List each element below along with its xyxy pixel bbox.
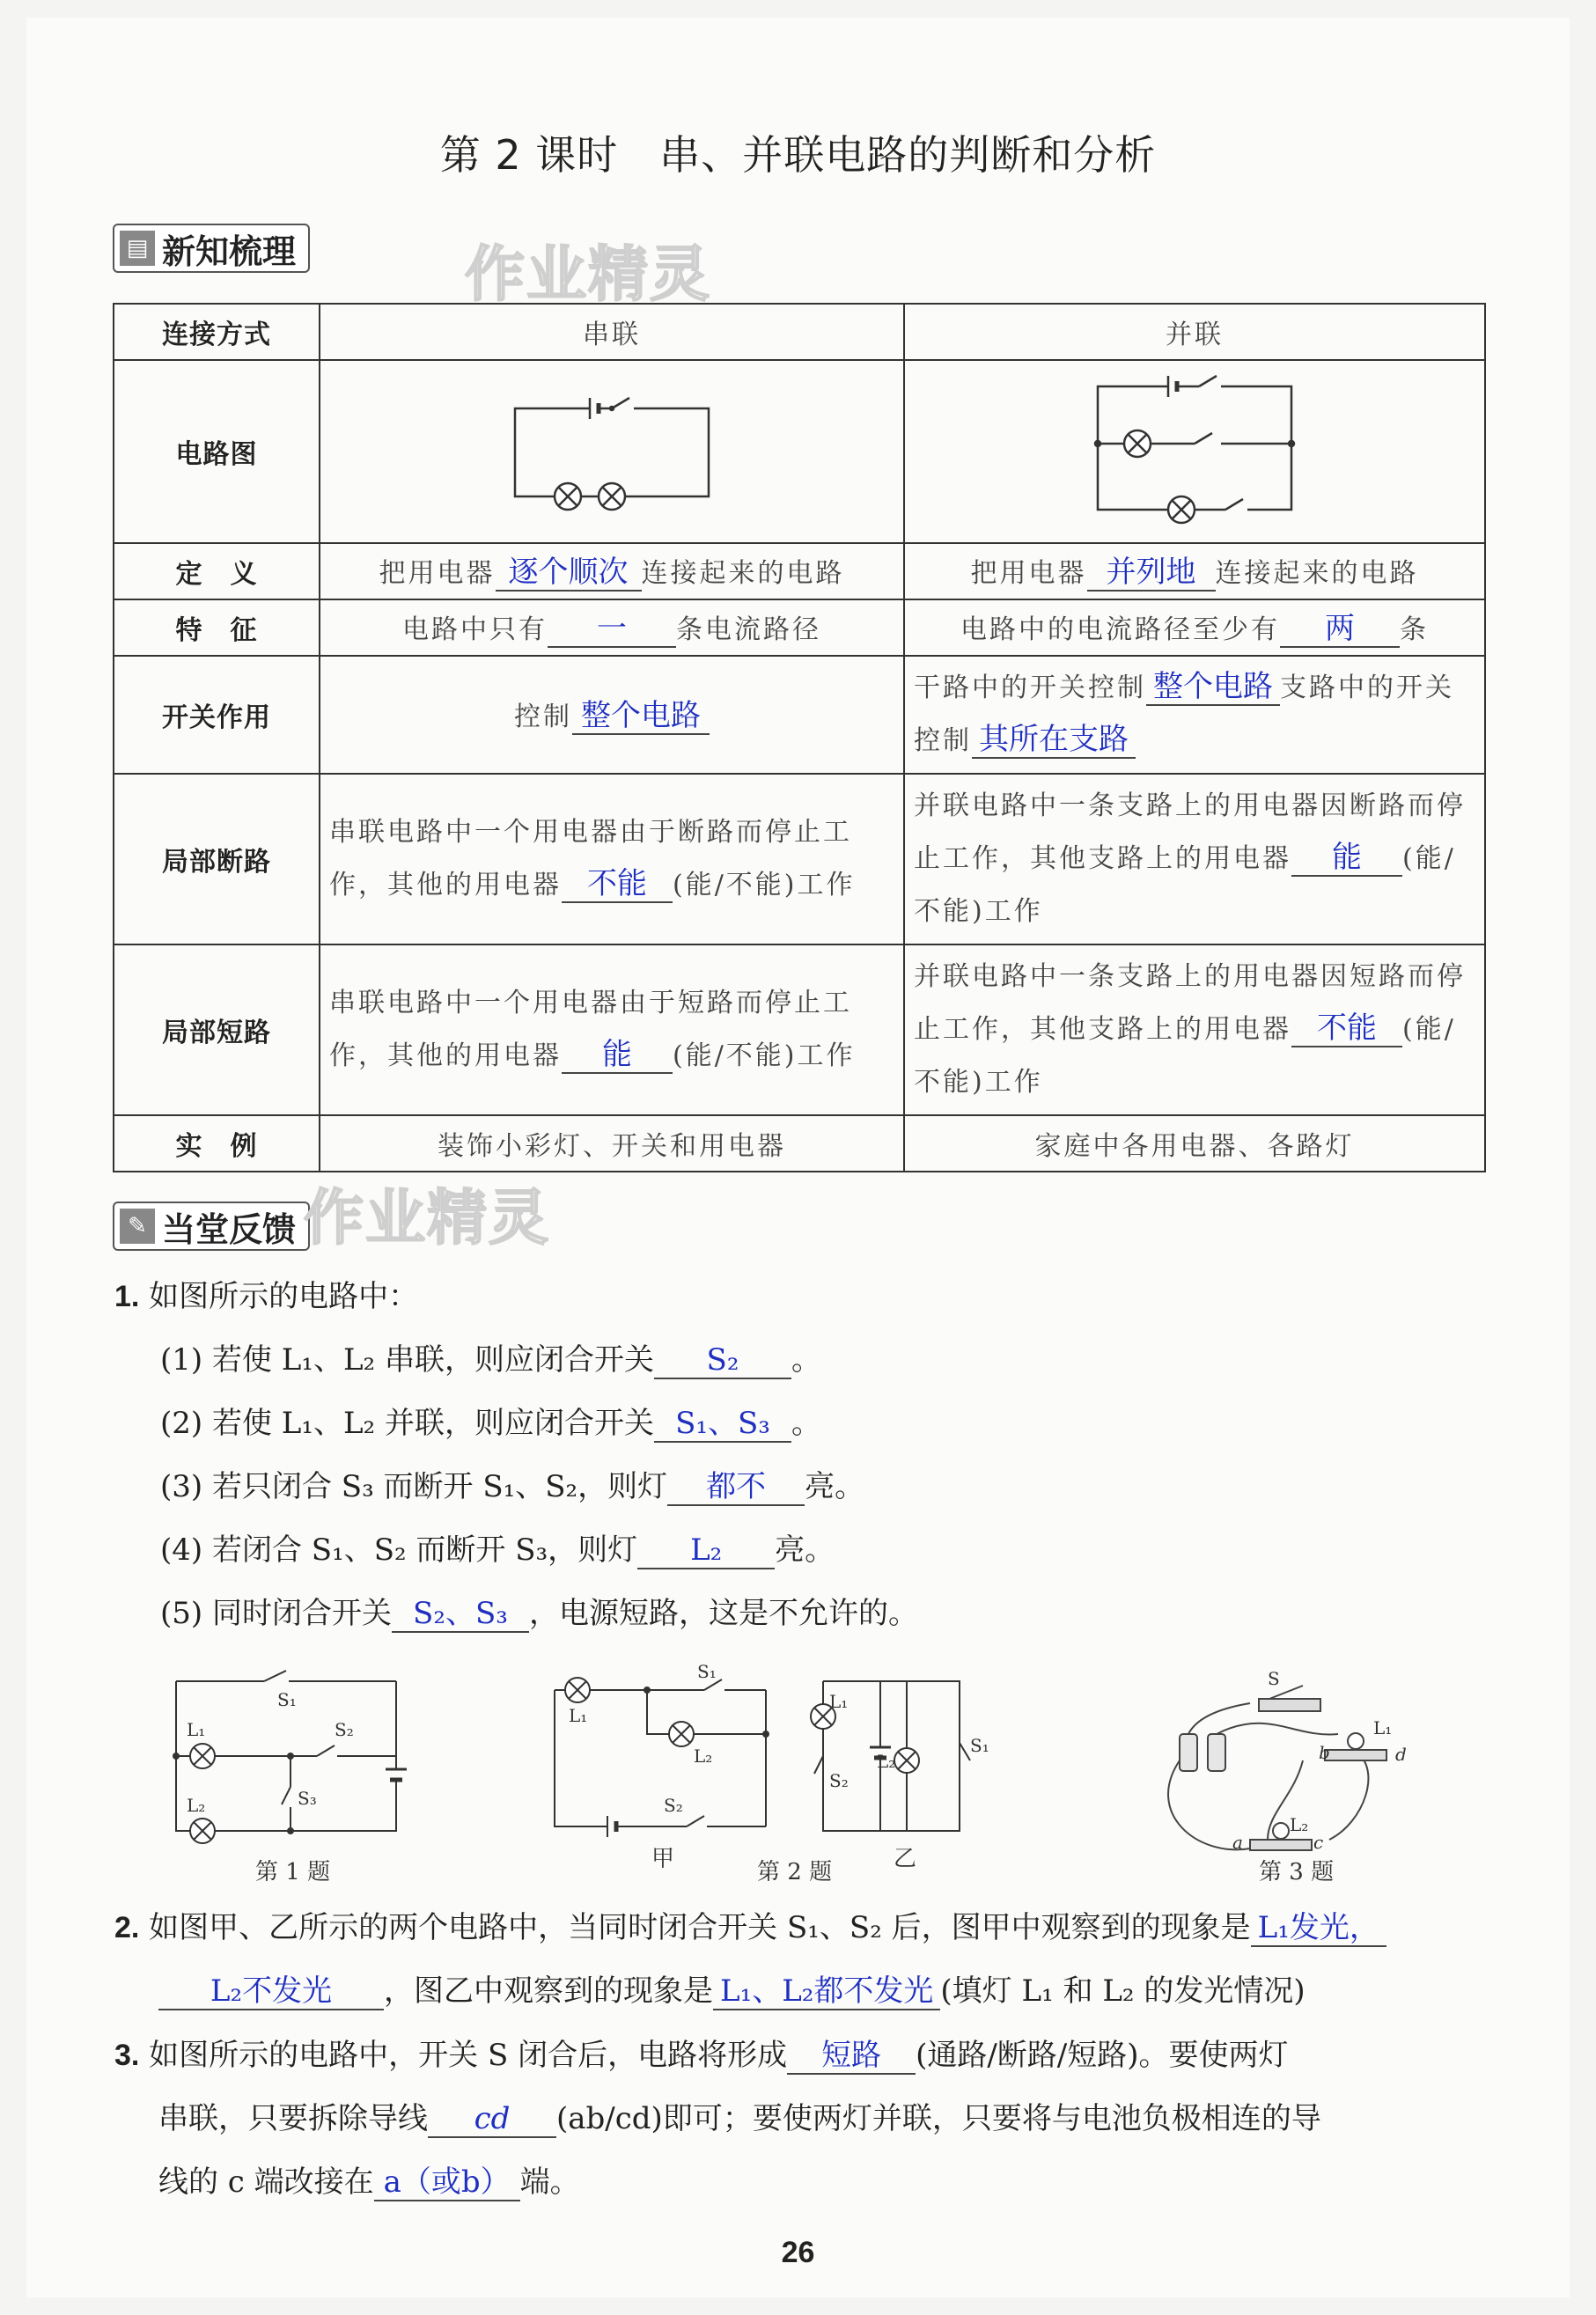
pencil-icon: ✎ — [120, 1209, 155, 1244]
text: 并联电路中一条支路上的用电器因短路而停止工作，其他支路上的用电器 — [914, 961, 1466, 1045]
question-2-line2 — [158, 1969, 1305, 2013]
question-1-item — [160, 1401, 821, 1445]
text: (5) 同时闭合开关 — [160, 1596, 392, 1631]
answer-blank: L₂不发光 — [158, 1973, 384, 2010]
row-label: 开关作用 — [114, 656, 320, 774]
answer-blank: 整个电路 — [572, 698, 710, 735]
section-header-new-knowledge — [113, 224, 310, 273]
answer-blank: 不能 — [562, 866, 673, 903]
question-1-item — [160, 1591, 918, 1635]
question-stem: 如图所示的电路中： — [149, 1279, 419, 1314]
fig3-label-l2: L₂ — [1290, 1814, 1309, 1835]
figures-row — [158, 1664, 1461, 1892]
text: 串联电路中一个用电器由于短路而停止工作，其他的用电器 — [329, 988, 852, 1071]
fig2-yi-label-l1: L₁ — [829, 1691, 849, 1712]
parallel-circuit-diagram — [904, 360, 1485, 543]
parallel-open-circuit — [904, 774, 1485, 944]
text: 。 — [791, 1342, 821, 1378]
text: 如图甲、乙所示的两个电路中，当同时闭合开关 S₁、S₂ 后，图甲中观察到的现象是 — [149, 1910, 1251, 1945]
answer-blank: 一 — [548, 611, 676, 648]
text: 干路中的开关控制 — [914, 672, 1146, 703]
parallel-definition — [904, 543, 1485, 599]
fig2-label-s1: S₁ — [697, 1664, 717, 1682]
text: ，电源短路，这是不允许的。 — [528, 1596, 918, 1631]
row-label: 电路图 — [114, 360, 320, 543]
answer-blank: 都不 — [667, 1469, 805, 1506]
section-label: 当堂反馈 — [162, 1209, 297, 1249]
text: (能/不能)工作 — [673, 1040, 856, 1071]
figure-1-caption: 第 1 题 — [255, 1859, 331, 1885]
question-number: 1. — [114, 1280, 140, 1313]
text: 连接起来的电路 — [641, 558, 845, 589]
fig2-label-l2: L₂ — [694, 1745, 713, 1767]
page-number: 26 — [781, 2236, 815, 2269]
table-row — [114, 543, 1485, 599]
watermark: 作业精灵 — [304, 1184, 551, 1253]
row-label: 定 义 — [114, 543, 320, 599]
answer-blank: L₁、L₂都不发光 — [713, 1973, 940, 2010]
answer-blank: S₂ — [654, 1342, 791, 1379]
answer-blank: 逐个顺次 — [496, 555, 642, 592]
text: (通路/断路/短路)。要使两灯 — [916, 2038, 1289, 2073]
series-circuit-diagram — [320, 360, 904, 543]
answer-blank: 能 — [1291, 840, 1402, 877]
page-title: 第 2 课时 串、并联电路的判断和分析 — [439, 131, 1157, 179]
series-feature — [320, 599, 904, 656]
fig3-label-b: b — [1319, 1742, 1330, 1763]
question-1-item — [160, 1528, 835, 1572]
parallel-short-circuit — [904, 944, 1485, 1115]
series-circuit-svg — [497, 382, 726, 514]
table-row — [114, 656, 1485, 774]
text: 电路中只有 — [402, 614, 548, 645]
fig3-label-c: c — [1313, 1832, 1324, 1853]
row-label: 局部短路 — [114, 944, 320, 1115]
text: 线的 c 端改接在 — [158, 2164, 374, 2200]
parallel-switch-role — [904, 656, 1485, 774]
text: 条 — [1400, 614, 1429, 645]
table-row — [114, 944, 1485, 1115]
figure-2-jia-label: 甲 — [651, 1846, 675, 1872]
table-row — [114, 599, 1485, 656]
fig3-label-d: d — [1395, 1744, 1407, 1765]
answer-blank: 不能 — [1291, 1011, 1402, 1047]
fig3-label-l1: L₁ — [1373, 1717, 1393, 1738]
question-3-line2 — [158, 2097, 1321, 2141]
answer-blank: 能 — [562, 1037, 673, 1074]
answer-blank: 并列地 — [1087, 555, 1216, 592]
figure-2-yi-label: 乙 — [894, 1846, 917, 1872]
text: ，图乙中观察到的现象是 — [384, 1973, 713, 2009]
table-row — [114, 774, 1485, 944]
row-label: 特 征 — [114, 599, 320, 656]
fig1-label-s3: S₃ — [298, 1788, 317, 1809]
parallel-example: 家庭中各用电器、各路灯 — [904, 1115, 1485, 1172]
table-header-series: 串联 — [320, 304, 904, 360]
series-open-circuit — [320, 774, 904, 944]
text: 把用电器 — [379, 558, 496, 589]
question-1-item — [160, 1338, 821, 1382]
table-row — [114, 304, 1485, 360]
answer-blank: 其所在支路 — [972, 722, 1136, 759]
table-row — [114, 1115, 1485, 1172]
table-row — [114, 360, 1485, 543]
text: (3) 若只闭合 S₃ 而断开 S₁、S₂，则灯 — [160, 1469, 668, 1504]
text: (ab/cd)即可；要使两灯并联，只要将与电池负极相连的导 — [556, 2101, 1321, 2136]
text: 。 — [791, 1406, 821, 1441]
answer-blank: L₂ — [637, 1532, 775, 1569]
text: (能/不能)工作 — [914, 1014, 1456, 1098]
table-header-label: 连接方式 — [114, 304, 320, 360]
fig1-label-s2: S₂ — [335, 1719, 354, 1740]
text: 串联，只要拆除导线 — [158, 2101, 428, 2136]
text: 控制 — [514, 702, 572, 732]
series-short-circuit — [320, 944, 904, 1115]
figure-2-jia-circuit — [555, 1678, 769, 1837]
fig1-label-l1: L₁ — [187, 1719, 206, 1740]
figure-3-caption: 第 3 题 — [1259, 1859, 1335, 1885]
text: (能/不能)工作 — [673, 870, 856, 900]
series-definition — [320, 543, 904, 599]
answer-blank: 整个电路 — [1146, 669, 1280, 706]
text: 如图所示的电路中，开关 S 闭合后，电路将形成 — [149, 2038, 788, 2073]
question-3-line3 — [158, 2160, 580, 2204]
text: (能/不能)工作 — [914, 843, 1456, 927]
answer-blank: 两 — [1280, 611, 1400, 648]
fig2-yi-label-s2: S₂ — [829, 1770, 849, 1791]
answer-blank: a（或b） — [374, 2164, 520, 2201]
question-number: 3. — [114, 2039, 140, 2072]
table-header-parallel: 并联 — [904, 304, 1485, 360]
fig3-label-a: a — [1232, 1832, 1243, 1853]
text: 把用电器 — [970, 558, 1087, 589]
fig2-label-s2: S₂ — [664, 1795, 683, 1816]
fig2-yi-label-s1: S₁ — [970, 1735, 989, 1756]
question-2 — [114, 1906, 1488, 1950]
section-header-feedback — [113, 1202, 310, 1251]
answer-blank: S₁、S₃ — [654, 1406, 791, 1443]
text: (2) 若使 L₁、L₂ 并联，则应闭合开关 — [160, 1406, 654, 1441]
question-3 — [114, 2033, 1289, 2077]
text: (1) 若使 L₁、L₂ 串联，则应闭合开关 — [160, 1342, 654, 1378]
figure-3-physical-circuit — [1168, 1686, 1386, 1850]
question-1-item — [160, 1465, 864, 1509]
answer-blank: 短路 — [787, 2038, 916, 2075]
text: 端。 — [519, 2164, 580, 2200]
series-example: 装饰小彩灯、开关和用电器 — [320, 1115, 904, 1172]
fig2-label-l1: L₁ — [569, 1705, 588, 1726]
text: 连接起来的电路 — [1215, 558, 1419, 589]
section-label: 新知梳理 — [162, 232, 297, 271]
text: 并联电路中一条支路上的用电器因断路而停止工作，其他支路上的用电器 — [914, 790, 1466, 874]
comparison-table — [113, 303, 1486, 1172]
fig1-label-s1: S₁ — [277, 1689, 297, 1710]
fig2-yi-label-l2: L₂ — [877, 1751, 896, 1772]
fig3-label-s: S — [1268, 1668, 1280, 1689]
parallel-feature — [904, 599, 1485, 656]
row-label: 局部断路 — [114, 774, 320, 944]
watermark: 作业精灵 — [465, 240, 712, 310]
text: (4) 若闭合 S₁、S₂ 而断开 S₃，则灯 — [160, 1532, 638, 1568]
question-number: 2. — [114, 1911, 140, 1944]
series-switch-role — [320, 656, 904, 774]
text: 条电流路径 — [676, 614, 821, 645]
question-1 — [114, 1275, 418, 1319]
answer-blank: cd — [428, 2101, 556, 2138]
text: 亮。 — [805, 1469, 865, 1504]
fig1-label-l2: L₂ — [187, 1795, 206, 1816]
figure-2-caption: 第 2 题 — [757, 1859, 833, 1885]
answer-blank: S₂、S₃ — [392, 1596, 529, 1633]
text: 电路中的电流路径至少有 — [960, 614, 1280, 645]
row-label: 实 例 — [114, 1115, 320, 1172]
text: 支路中的开关控制 — [914, 672, 1454, 756]
text: 串联电路中一个用电器由于断路而停止工作，其他的用电器 — [329, 817, 852, 900]
parallel-circuit-svg — [1080, 369, 1309, 527]
book-icon: ▤ — [120, 231, 155, 266]
text: (填灯 L₁ 和 L₂ 的发光情况) — [940, 1973, 1305, 2009]
answer-blank: L₁发光， — [1251, 1910, 1386, 1947]
text: 亮。 — [775, 1532, 835, 1568]
